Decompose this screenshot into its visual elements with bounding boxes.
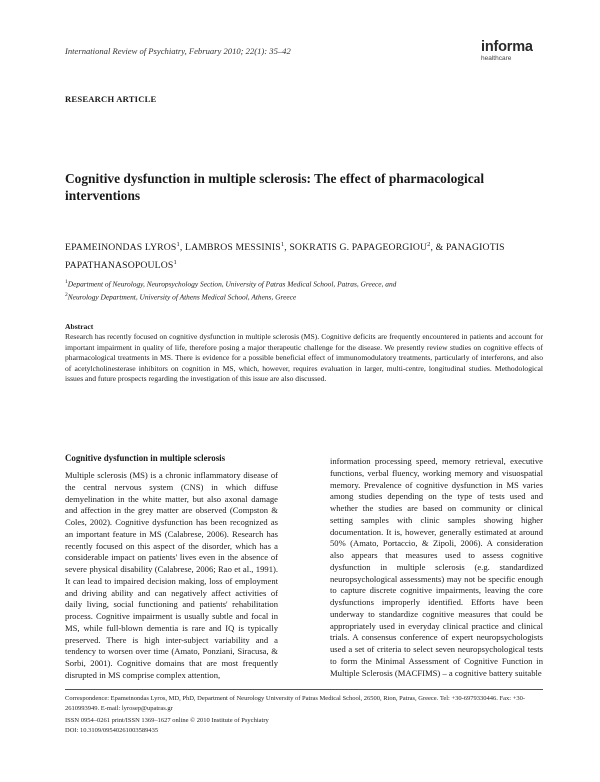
body-column-left: Multiple sclerosis (MS) is a chronic inflammatory disease of the central nervous system (CNS) in which diffuse demyelination in the white matter, but also axonal damage and affection in the grey matter are observed (Compston & Coles, 2002). Cognitive dysfunction has been recognized as an important feature in MS (Calabrese, 2006). Research has recently focused on this aspect of the disorder, which has a considerable impact on patients' lives even in the absence of severe physical disability (Calabrese, 2006; Rao et al., 1991). It can lead to impaired decision making, loss of employment and driving ability and can negatively affect activities of daily living, social functioning and patients' rehabilitation process. Cognitive impairment is usually subtle and focal in MS, while full-blown dementia is rare and IQ is typically preserved. There is high inter-subject variability and a tendency to worsen over time (Amato, Ponziani, Siracusa, & Sorbi, 2001). Cognitive domains that are most frequently disrupted in MS comprise complex attention, [65, 470, 278, 680]
logo-subtitle: healthcare [481, 55, 512, 62]
article-type: RESEARCH ARTICLE [65, 94, 157, 104]
journal-citation: International Review of Psychiatry, February 2010; 22(1): 35–42 [65, 46, 291, 56]
author-name: EPAMEINONDAS LYROS [65, 242, 177, 254]
author-affiliation-mark: 1 [280, 241, 285, 248]
correspondence-note: Correspondence: Epameinondas Lyros, MD, PhD, Department of Neurology University of Patras Medical School, 26500, Rion, Patras, Greece. Tel: +30-6979330446. Fax: +30-2610993949. E-mail: lyrosep@upatras.gr [65, 695, 526, 712]
author-list [65, 238, 543, 273]
affiliation-line [65, 290, 543, 303]
author-separator: , [179, 242, 186, 254]
author-name: LAMBROS MESSINIS [185, 242, 281, 254]
abstract-heading: Abstract [65, 322, 94, 331]
article-title: Cognitive dysfunction in multiple sclerosis: The effect of pharmacological interventions [65, 171, 485, 203]
affiliation-line [65, 277, 543, 290]
footer [65, 694, 543, 735]
issn-line: ISSN 0954–0261 print/ISSN 1369–1627 online © 2010 Institute of Psychiatry [65, 717, 269, 724]
author-name: PANAGIOTIS PAPATHANASOPOULOS [65, 242, 505, 271]
affiliation-text: Department of Neurology, Neuropsychology Section, University of Patras Medical School, Patras, Greece, and [67, 279, 397, 289]
doi-line: DOI: 10.3109/09540261003589435 [65, 726, 159, 734]
abstract-text: Research has recently focused on cognitive dysfunction in multiple sclerosis (MS). Cognitive deficits are frequently encountered in patients and account for important impairment in quality of life, therefore posing a major therapeutic challenge for the disease. We presently review studies on cognitive effects of pharmacological treatments in MS. There is evidence for a possible beneficial effect of immunomodulatory treatments, particularly of interferons, and also of acetylcholinesterase inhibitors on cognition in MS, which, however, requires evaluation in larger, multi-centre, longitudinal studies. Methodological issues and future prospects regarding the investigation of this issue are also discussed. [65, 332, 543, 384]
affiliation-mark: 1 [65, 279, 68, 285]
affiliation-mark: 2 [65, 291, 68, 298]
section-heading: Cognitive dysfunction in multiple sclerosis [65, 453, 226, 463]
footer-divider [65, 689, 543, 690]
author-separator: , [284, 242, 290, 254]
affiliation-text: Neurology Department, University of Athens Medical School, Athens, Greece [67, 292, 297, 302]
author-affiliation-mark: 2 [427, 241, 431, 248]
author-affiliation-mark: 1 [176, 241, 180, 248]
author-separator: , & [430, 242, 446, 254]
body-column-right: information processing speed, memory retrieval, executive functions, verbal fluency, working memory and visuospatial memory. Prevalence of cognitive dysfunction in MS varies among studies depending on the type of tests used and whether the studies are based on community or clinical setting samples with clinic samples showing higher documentation. It is, however, generally estimated at around 50% (Amato, Portaccio, & Zipoli, 2006). A consideration also appears that measures used to assess cognitive dysfunction in multiple sclerosis (e.g. standardized neuropsychological assessments) may not be specific enough to capture discrete cognitive impairments, leaving the core dysfunctions improperly identified. Efforts have been underway to standardize cognitive measures that could be appropriately used in everyday clinical practice and clinical trials. A consensus conference of expert neuropsychologists used a set of criteria to select seven neuropsychological tests to form the Minimal Assessment of Cognitive Function in Multiple Sclerosis (MACFIMS) – a cognitive battery suitable [330, 456, 543, 678]
abstract [65, 322, 543, 384]
publisher-logo [481, 40, 541, 63]
author-name: SOKRATIS G. PAPAGEORGIOU [289, 242, 428, 254]
affiliations [65, 277, 543, 303]
author-affiliation-mark: 1 [173, 258, 177, 266]
logo-wordmark: informa [481, 39, 533, 55]
